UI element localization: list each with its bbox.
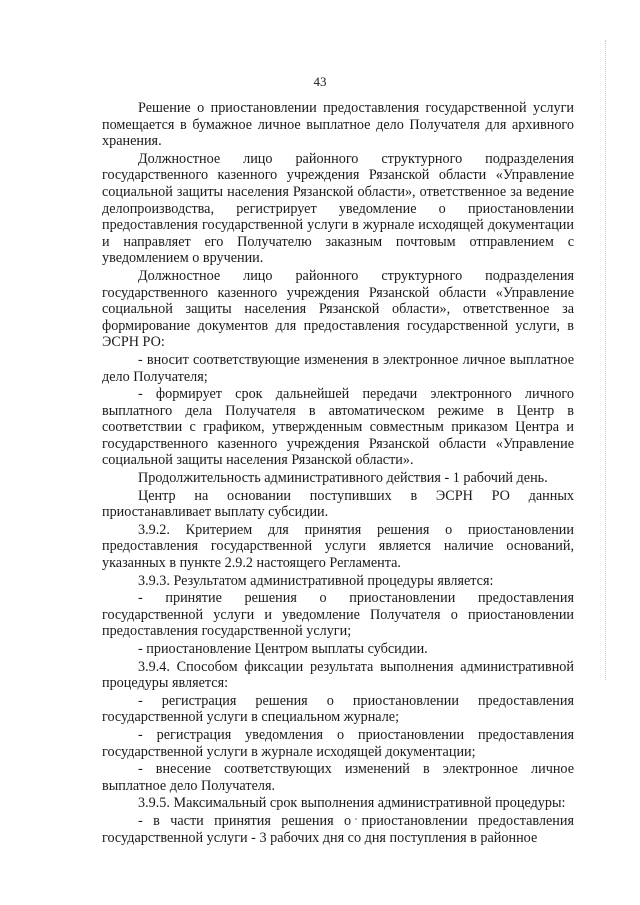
paragraph: 3.9.5. Максимальный срок выполнения административной процедуры: xyxy=(138,795,566,812)
list-item: - регистрация уведомления о приостановлении предоставления государственной услуги в журнале исходящей документации; xyxy=(102,726,574,760)
list-item: - принятие решения о приостановлении предоставления государственной услуги и уведомление Получателя о приостановлении предоставления государственной услуги; xyxy=(102,590,574,640)
paragraph: Решение о приостановлении предоставления государственной услуги помещается в бумажное личное выплатное дело Получателя для архивного хранения. xyxy=(102,100,574,150)
list-item: - формирует срок дальнейшей передачи электронного личного выплатного дела Получателя в автоматическом режиме в Центр в соответствии с графиком, утвержденным совместным приказом Центра и государственного казенного учреждения Рязанской области «Управление социальной защиты населения Рязанской области». xyxy=(102,386,574,469)
paragraph: Должностное лицо районного структурного подразделения государственного казенного учреждения Рязанской области «Управление социальной защиты населения Рязанской области», ответственное за формирование документов для предоставления государственной услуги, в ЭСРН РО: xyxy=(102,267,574,351)
document-body xyxy=(102,100,574,846)
page-number: 43 xyxy=(313,74,327,89)
list-item: - внесение соответствующих изменений в электронное личное выплатное дело Получателя. xyxy=(102,761,574,794)
paragraph: Продолжительность административного действия - 1 рабочий день. xyxy=(138,470,548,487)
list-item: - регистрация решения о приостановлении предоставления государственной услуги в специальном журнале; xyxy=(102,692,574,726)
paragraph: Должностное лицо районного структурного подразделения государственного казенного учреждения Рязанской области «Управление социальной защиты населения Рязанской области», ответственное за ведение делопроизводства, регистрирует уведомление о приостановлении предоставления государственной услуги в журнале исходящей документации и направляет его Получателю заказным почтовым отправлением с уведомлением о вручении. xyxy=(102,150,574,267)
list-item: - приостановление Центром выплаты субсидии. xyxy=(138,641,428,657)
paragraph: 3.9.3. Результатом административной процедуры является: xyxy=(138,572,494,589)
paragraph: 3.9.4. Способом фиксации результата выполнения административной процедуры является: xyxy=(102,658,574,692)
list-item: - в части принятия решения о приостановлении предоставления государственной услуги - 3 рабочих дня со дня поступления в районное xyxy=(102,812,574,846)
paragraph: Центр на основании поступивших в ЭСРН РО данных приостанавливает выплату субсидии. xyxy=(102,487,574,521)
paragraph: 3.9.2. Критерием для принятия решения о приостановлении предоставления государственной услуги является наличие оснований, указанных в пункте 2.9.2 настоящего Регламента. xyxy=(102,521,574,572)
list-item: - вносит соответствующие изменения в электронное личное выплатное дело Получателя; xyxy=(102,351,574,385)
scan-edge-mark xyxy=(604,40,606,680)
